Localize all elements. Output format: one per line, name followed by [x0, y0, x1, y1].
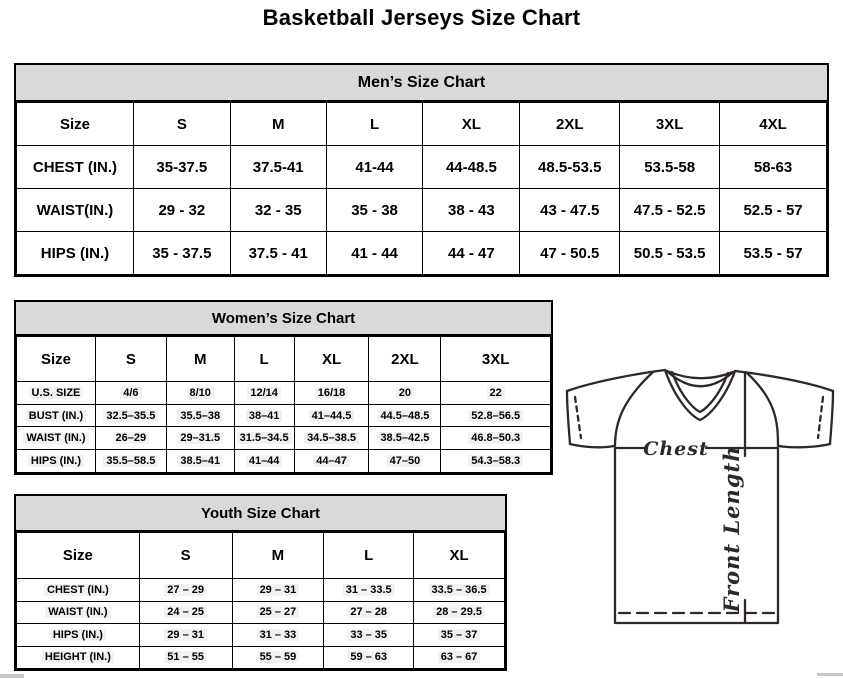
- value-text: 29–31.5: [177, 432, 223, 444]
- value-text: 53.5 - 57: [743, 244, 803, 262]
- column-header-cell: [230, 103, 326, 146]
- value-text: 24 – 25: [164, 606, 207, 618]
- value-text: 25 – 27: [257, 606, 300, 618]
- left-sleeve-stitch-dashes: [575, 397, 581, 438]
- value-cell: [95, 404, 166, 427]
- value-cell: [133, 189, 230, 232]
- value-text: 12/14: [247, 387, 281, 399]
- row-label-text: WAIST(IN.): [36, 201, 114, 219]
- value-text: 32 - 35: [254, 201, 302, 219]
- column-header-text: S: [180, 547, 191, 564]
- value-text: 59 – 63: [347, 651, 390, 663]
- value-cell: [133, 146, 230, 189]
- chest-label: Chest: [643, 438, 709, 460]
- value-cell: [441, 404, 551, 427]
- value-cell: [234, 450, 294, 473]
- value-cell: [166, 450, 234, 473]
- page-title: Basketball Jerseys Size Chart: [262, 5, 581, 30]
- column-header-cell: [166, 337, 234, 382]
- mens-size-chart: [14, 63, 829, 277]
- row-label-cell: [17, 427, 96, 450]
- row-label-text: CHEST (IN.): [32, 158, 118, 176]
- value-cell: [520, 189, 620, 232]
- row-label-text: WAIST (IN.): [45, 606, 110, 618]
- womens-chart-title-band: Women’s Size Chart: [16, 302, 551, 336]
- womens-size-table: [16, 336, 551, 473]
- value-text: 20: [396, 387, 414, 399]
- value-text: 4/6: [120, 387, 141, 399]
- table-row: [17, 427, 551, 450]
- row-label-text: HEIGHT (IN.): [42, 651, 114, 663]
- jersey-collar-back-arc: [667, 371, 733, 378]
- value-text: 58-63: [753, 158, 793, 176]
- table-row: [17, 189, 827, 232]
- table-row: [17, 601, 505, 624]
- column-header-cell: [326, 103, 423, 146]
- value-text: 35.5–58.5: [103, 455, 158, 467]
- value-cell: [414, 624, 505, 647]
- jersey-right-sleeve: [830, 391, 833, 444]
- column-header-text: 4XL: [759, 115, 787, 133]
- value-cell: [324, 646, 414, 669]
- column-header-cell: [414, 533, 505, 579]
- value-cell: [294, 404, 369, 427]
- header-row: [17, 337, 551, 382]
- column-header-text: Size: [62, 547, 93, 564]
- value-text: 27 – 28: [347, 606, 390, 618]
- column-header-cell: [520, 103, 620, 146]
- value-cell: [423, 189, 520, 232]
- value-cell: [166, 382, 234, 405]
- column-header-cell: [17, 337, 96, 382]
- value-text: 29 – 31: [164, 629, 207, 641]
- value-text: 55 – 59: [257, 651, 300, 663]
- value-cell: [232, 579, 324, 602]
- value-text: 48.5-53.5: [538, 158, 602, 176]
- header-row: [17, 103, 827, 146]
- column-header-text: 2XL: [555, 115, 584, 133]
- value-cell: [414, 579, 505, 602]
- row-label-cell: [17, 146, 134, 189]
- value-cell: [720, 232, 827, 275]
- value-text: 38.5–41: [177, 455, 223, 467]
- value-text: 31.5–34.5: [237, 432, 292, 444]
- value-text: 34.5–38.5: [304, 432, 359, 444]
- value-cell: [232, 646, 324, 669]
- value-cell: [520, 146, 620, 189]
- column-header-text: Size: [40, 350, 71, 368]
- value-cell: [294, 450, 369, 473]
- value-text: 41 - 44: [351, 244, 398, 262]
- column-header-text: L: [369, 115, 380, 133]
- column-header-cell: [369, 337, 441, 382]
- row-label-cell: [17, 450, 96, 473]
- value-text: 22: [487, 387, 505, 399]
- value-cell: [326, 146, 423, 189]
- table-row: [17, 382, 551, 405]
- value-text: 47 - 50.5: [540, 244, 600, 262]
- column-header-text: 3XL: [481, 350, 510, 368]
- value-text: 53.5-58: [644, 158, 696, 176]
- value-text: 37.5 - 41: [248, 244, 308, 262]
- row-label-cell: [17, 624, 140, 647]
- column-header-text: XL: [461, 115, 481, 133]
- column-header-text: L: [364, 547, 374, 564]
- value-cell: [133, 232, 230, 275]
- value-text: 31 – 33: [257, 629, 300, 641]
- value-text: 38.5–42.5: [377, 432, 432, 444]
- value-text: 33 – 35: [347, 629, 390, 641]
- value-cell: [720, 189, 827, 232]
- column-header-text: M: [271, 547, 285, 564]
- value-cell: [326, 232, 423, 275]
- value-cell: [414, 646, 505, 669]
- table-row: [17, 232, 827, 275]
- value-cell: [620, 189, 720, 232]
- column-header-cell: [133, 103, 230, 146]
- scrollbar-fragment-right[interactable]: [817, 673, 843, 676]
- column-header-cell: [441, 337, 551, 382]
- youth-size-table: [16, 532, 505, 669]
- value-cell: [620, 146, 720, 189]
- value-text: 35 - 38: [351, 201, 398, 219]
- value-text: 44–47: [313, 455, 350, 467]
- row-label-text: HIPS (IN.): [40, 244, 110, 262]
- column-header-text: S: [176, 115, 187, 133]
- value-cell: [324, 579, 414, 602]
- column-header-cell: [423, 103, 520, 146]
- table-row: [17, 404, 551, 427]
- value-cell: [139, 646, 232, 669]
- mens-size-table: [16, 102, 827, 275]
- value-cell: [369, 427, 441, 450]
- jersey-left-cuff: [570, 444, 614, 447]
- value-text: 31 – 33.5: [343, 584, 395, 596]
- row-label-text: WAIST (IN.): [23, 432, 88, 444]
- value-text: 41–44: [246, 455, 283, 467]
- column-header-cell: [234, 337, 294, 382]
- value-cell: [414, 601, 505, 624]
- value-text: 52.8–56.5: [468, 410, 523, 422]
- womens-size-chart: [14, 300, 553, 475]
- value-text: 29 – 31: [257, 584, 300, 596]
- value-text: 35 – 37: [438, 629, 481, 641]
- column-header-cell: [17, 103, 134, 146]
- column-header-text: S: [125, 350, 136, 368]
- value-text: 46.8–50.3: [468, 432, 523, 444]
- value-text: 27 – 29: [164, 584, 207, 596]
- column-header-text: 2XL: [391, 350, 419, 368]
- value-text: 35.5–38: [177, 410, 223, 422]
- value-cell: [369, 404, 441, 427]
- column-header-text: XL: [321, 350, 342, 368]
- column-header-cell: [720, 103, 827, 146]
- column-header-cell: [17, 533, 140, 579]
- value-cell: [230, 146, 326, 189]
- value-text: 44-48.5: [445, 158, 497, 176]
- value-text: 26–29: [113, 432, 150, 444]
- row-label-cell: [17, 579, 140, 602]
- row-label-text: CHEST (IN.): [44, 584, 112, 596]
- row-label-text: HIPS (IN.): [50, 629, 106, 641]
- value-text: 38 - 43: [448, 201, 495, 219]
- value-text: 43 - 47.5: [540, 201, 600, 219]
- value-cell: [234, 382, 294, 405]
- value-cell: [139, 624, 232, 647]
- row-label-cell: [17, 382, 96, 405]
- row-label-cell: [17, 404, 96, 427]
- value-text: 63 – 67: [438, 651, 481, 663]
- value-cell: [294, 382, 369, 405]
- value-text: 29 - 32: [158, 201, 206, 219]
- value-text: 51 – 55: [164, 651, 207, 663]
- row-label-text: BUST (IN.): [26, 410, 86, 422]
- front-length-label: Front Length: [719, 445, 744, 613]
- value-cell: [520, 232, 620, 275]
- column-header-text: M: [193, 350, 207, 368]
- table-row: [17, 450, 551, 473]
- value-text: 28 – 29.5: [433, 606, 485, 618]
- header-row: [17, 533, 505, 579]
- row-label-cell: [17, 601, 140, 624]
- value-text: 35-37.5: [156, 158, 208, 176]
- column-header-cell: [324, 533, 414, 579]
- row-label-cell: [17, 189, 134, 232]
- value-text: 47.5 - 52.5: [633, 201, 706, 219]
- value-cell: [139, 579, 232, 602]
- value-text: 44 - 47: [448, 244, 495, 262]
- jersey-right-armhole-seam: [747, 373, 778, 446]
- value-cell: [95, 427, 166, 450]
- value-cell: [234, 427, 294, 450]
- value-text: 8/10: [187, 387, 214, 399]
- value-cell: [232, 601, 324, 624]
- value-cell: [230, 232, 326, 275]
- value-cell: [441, 382, 551, 405]
- youth-size-chart: [14, 494, 507, 671]
- mens-chart-title-band: Men’s Size Chart: [16, 65, 827, 102]
- youth-chart-title-band: Youth Size Chart: [16, 496, 505, 532]
- value-cell: [166, 427, 234, 450]
- row-label-text: U.S. SIZE: [29, 387, 84, 399]
- jersey-diagram: [555, 358, 843, 648]
- value-cell: [139, 601, 232, 624]
- value-cell: [95, 450, 166, 473]
- value-cell: [324, 601, 414, 624]
- table-row: [17, 624, 505, 647]
- value-cell: [234, 404, 294, 427]
- column-header-text: Size: [59, 115, 90, 133]
- table-row: [17, 146, 827, 189]
- value-text: 47–50: [387, 455, 424, 467]
- column-header-text: XL: [449, 547, 469, 564]
- value-text: 32.5–35.5: [103, 410, 158, 422]
- right-sleeve-stitch-dashes: [818, 397, 823, 438]
- value-cell: [423, 146, 520, 189]
- column-header-text: L: [259, 350, 269, 368]
- row-label-cell: [17, 646, 140, 669]
- value-text: 52.5 - 57: [743, 201, 803, 219]
- value-cell: [95, 382, 166, 405]
- column-header-text: M: [271, 115, 285, 133]
- value-text: 44.5–48.5: [377, 410, 432, 422]
- value-cell: [326, 189, 423, 232]
- jersey-body: [615, 445, 778, 623]
- table-row: [17, 646, 505, 669]
- column-header-cell: [139, 533, 232, 579]
- value-cell: [441, 450, 551, 473]
- value-cell: [369, 382, 441, 405]
- value-cell: [166, 404, 234, 427]
- row-label-cell: [17, 232, 134, 275]
- jersey-right-cuff: [779, 444, 830, 447]
- value-cell: [441, 427, 551, 450]
- value-text: 37.5-41: [252, 158, 304, 176]
- column-header-cell: [95, 337, 166, 382]
- jersey-left-armhole-seam: [615, 372, 653, 446]
- value-cell: [230, 189, 326, 232]
- scrollbar-fragment-left[interactable]: [0, 674, 24, 678]
- value-text: 38–41: [246, 410, 283, 422]
- value-cell: [324, 624, 414, 647]
- value-cell: [620, 232, 720, 275]
- column-header-cell: [294, 337, 369, 382]
- column-header-cell: [232, 533, 324, 579]
- jersey-left-sleeve: [567, 391, 570, 444]
- value-cell: [720, 146, 827, 189]
- value-text: 54.3–58.3: [468, 455, 523, 467]
- table-row: [17, 579, 505, 602]
- value-text: 50.5 - 53.5: [633, 244, 706, 262]
- value-cell: [423, 232, 520, 275]
- value-cell: [232, 624, 324, 647]
- value-cell: [294, 427, 369, 450]
- value-text: 35 - 37.5: [152, 244, 212, 262]
- column-header-text: 3XL: [655, 115, 684, 133]
- value-text: 16/18: [315, 387, 349, 399]
- value-text: 41-44: [355, 158, 394, 176]
- value-text: 33.5 – 36.5: [429, 584, 490, 596]
- value-cell: [369, 450, 441, 473]
- column-header-cell: [620, 103, 720, 146]
- row-label-text: HIPS (IN.): [28, 455, 84, 467]
- value-text: 41–44.5: [309, 410, 355, 422]
